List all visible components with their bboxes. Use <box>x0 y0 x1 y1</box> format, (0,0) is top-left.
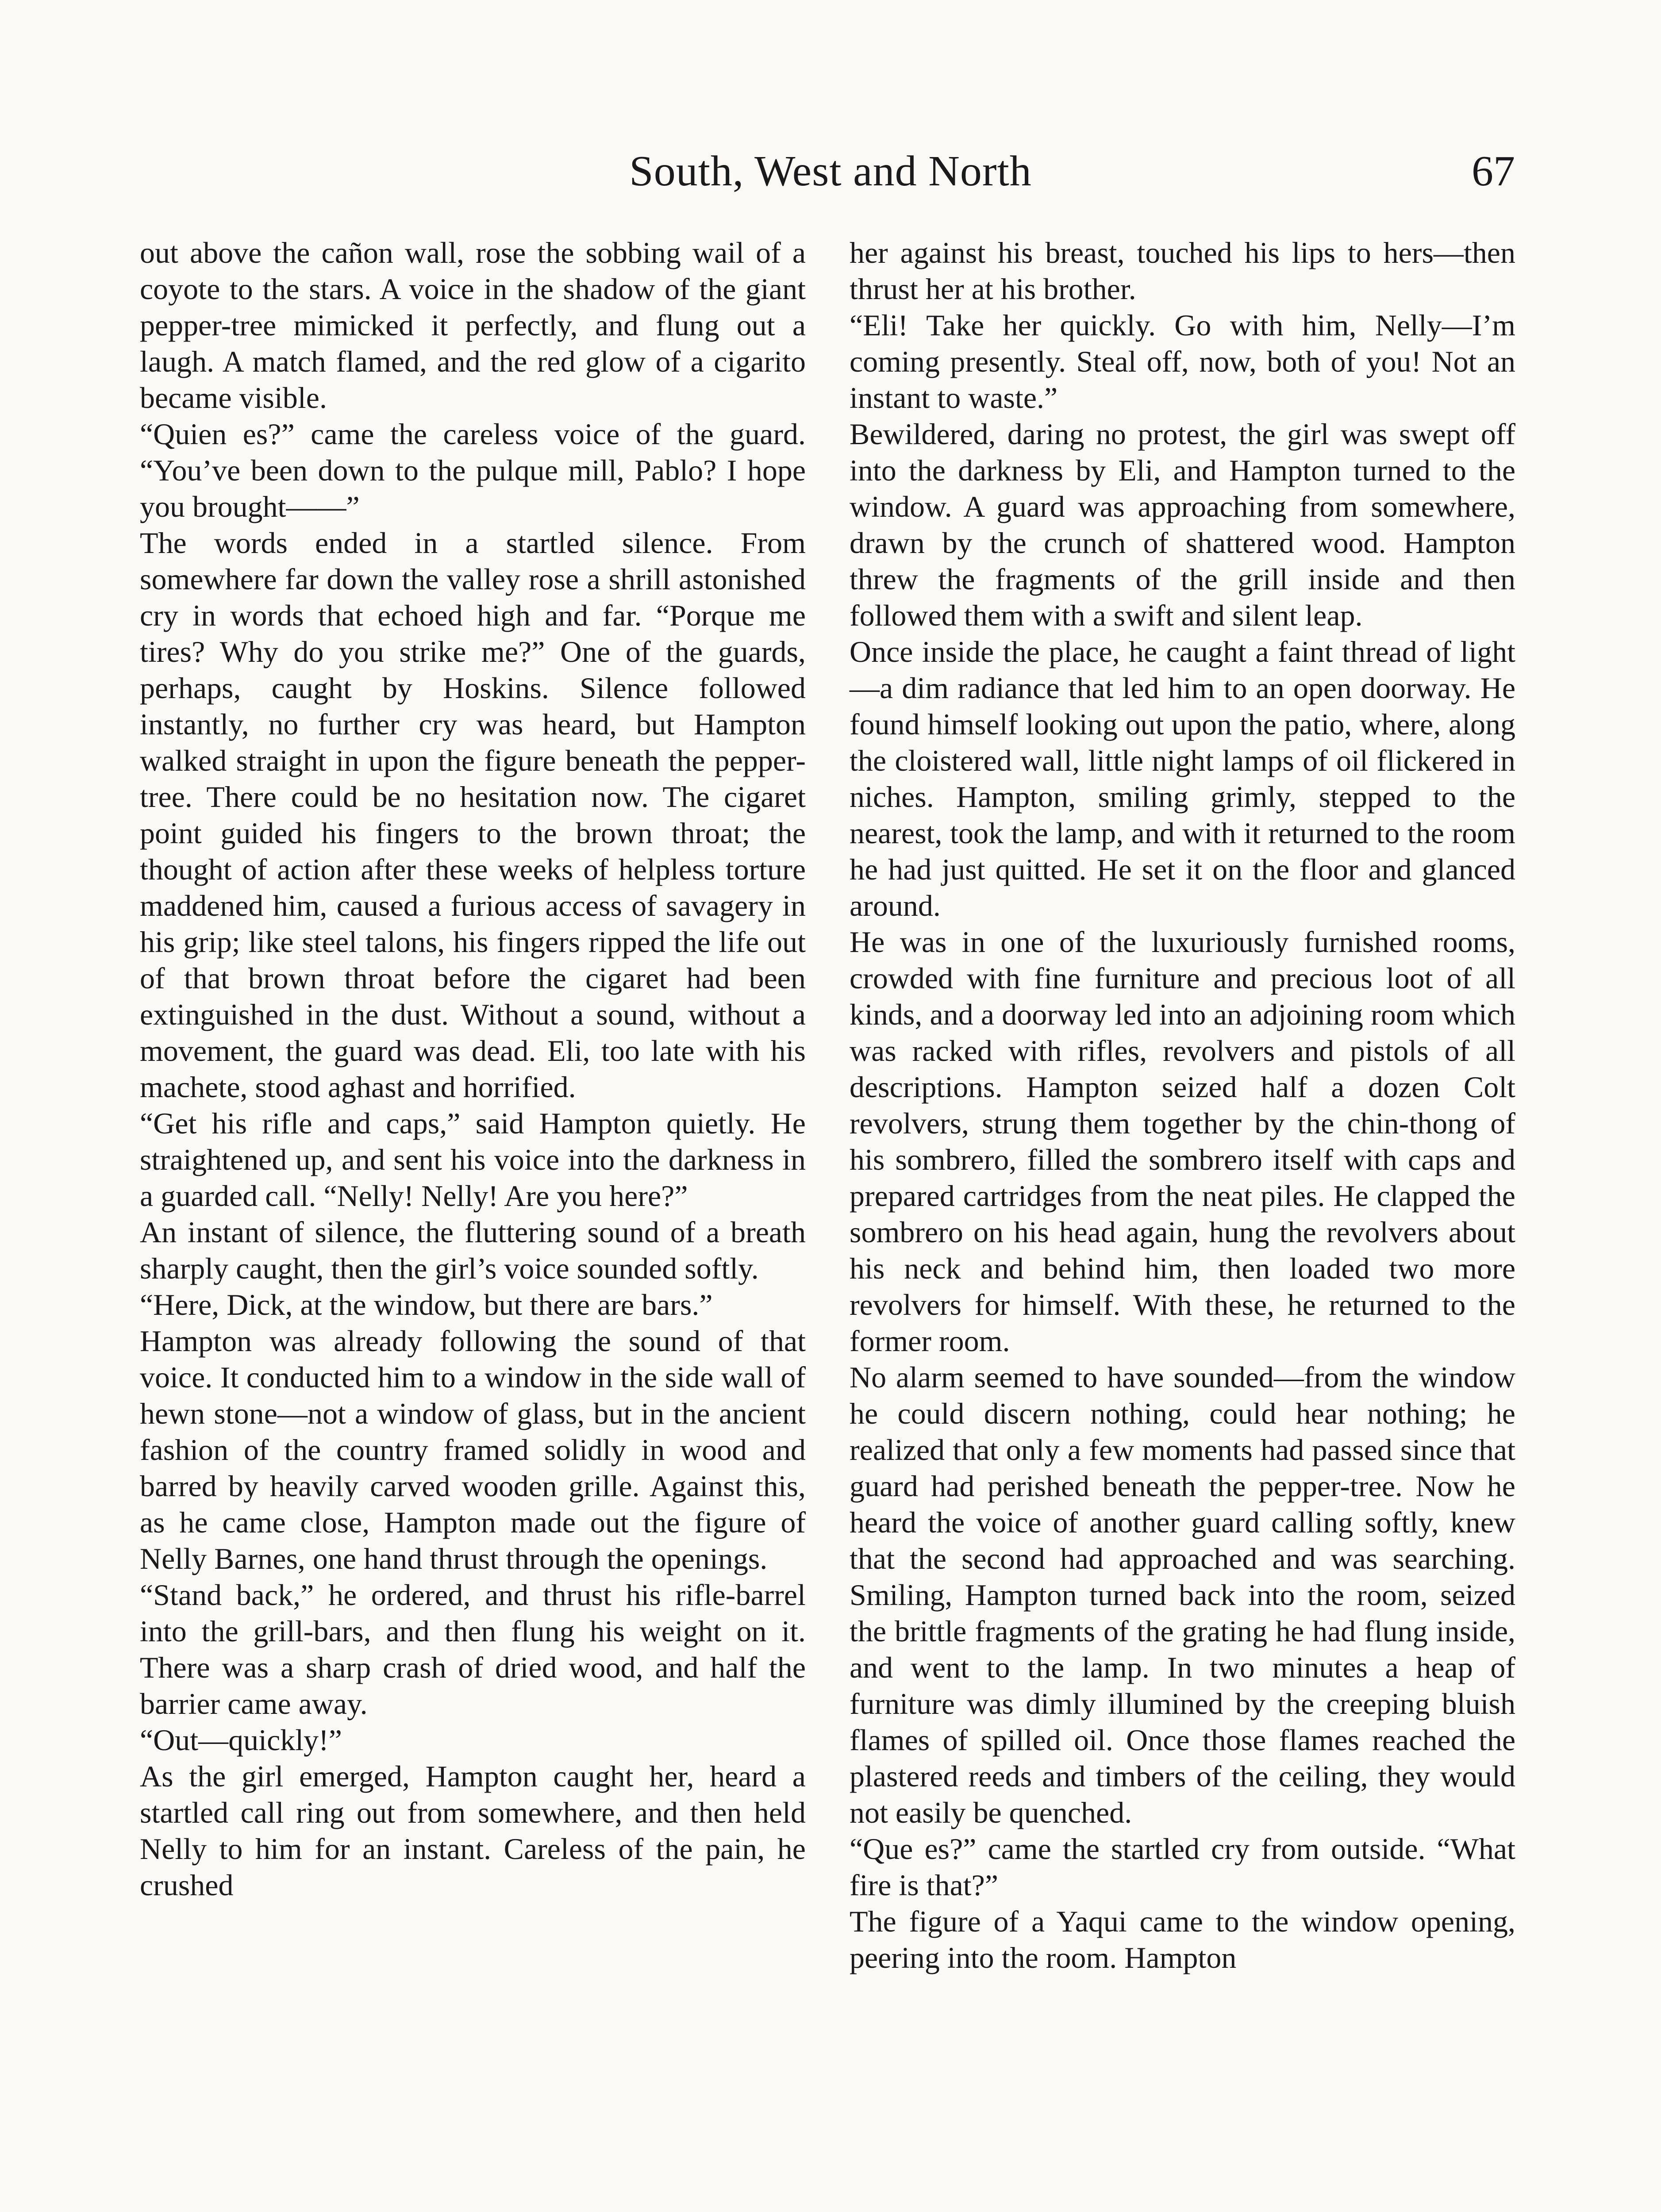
page-number: 67 <box>1472 147 1515 195</box>
paragraph: out above the cañon wall, rose the sobbing wail of a coyote to the stars. A voice in the shadow of the giant pepper-tree mimicked it perfectly, and flung out a laugh. A match flamed, and the red glow of a cigarito became visible. <box>140 236 806 415</box>
paragraph: The figure of a Yaqui came to the window opening, peering into the room. Hampton <box>850 1905 1515 1974</box>
paragraph: Hampton was already following the sound of that voice. It conducted him to a window in the side wall of hewn stone—not a window of glass, but in the ancient fashion of the country framed solidly in wood and barred by heavily carved wooden grille. Against this, as he came close, Hampton made out the figure of Nelly Barnes, one hand thrust through the openings. <box>140 1324 806 1575</box>
running-title: South, West and North <box>629 147 1032 195</box>
paragraph: “Eli! Take her quickly. Go with him, Nelly—I’m coming presently. Steal off, now, both of you! Not an instant to waste.” <box>850 308 1515 415</box>
paragraph: He was in one of the luxuriously furnished rooms, crowded with fine furniture and precious loot of all kinds, and a doorway led into an adjoining room which was racked with rifles, revolvers and pistols of all descriptions. Hampton seized half a dozen Colt revolvers, strung them together by the chin-thong of his sombrero, filled the sombrero itself with caps and prepared cartridges from the neat piles. He clapped the sombrero on his head again, hung the revolvers about his neck and behind him, then loaded two more revolvers for himself. With these, he returned to the former room. <box>850 925 1515 1358</box>
left-text-column <box>140 234 806 1903</box>
paragraph: “Get his rifle and caps,” said Hampton quietly. He straightened up, and sent his voice into the darkness in a guarded call. “Nelly! Nelly! Are you here?” <box>140 1106 806 1213</box>
page-header <box>0 142 1661 200</box>
paragraph: Bewildered, daring no protest, the girl was swept off into the darkness by Eli, and Hampton turned to the window. A guard was approaching from somewhere, drawn by the crunch of shattered wood. Hampton threw the fragments of the grill inside and then followed them with a swift and silent leap. <box>850 417 1515 632</box>
paragraph: “Stand back,” he ordered, and thrust his rifle-barrel into the grill-bars, and then flung his weight on it. There was a sharp crash of dried wood, and half the barrier came away. <box>140 1578 806 1720</box>
paragraph: “Que es?” came the startled cry from outside. “What fire is that?” <box>850 1832 1515 1902</box>
paragraph: Once inside the place, he caught a faint thread of light—a dim radiance that led him to an open doorway. He found himself looking out upon the patio, where, along the cloistered wall, little night lamps of oil flickered in niches. Hampton, smiling grimly, stepped to the nearest, took the lamp, and with it returned to the room he had just quitted. He set it on the floor and glanced around. <box>850 635 1515 922</box>
paragraph: No alarm seemed to have sounded—from the window he could discern nothing, could hear nothing; he realized that only a few moments had passed since that guard had perished beneath the pepper-tree. Now he heard the voice of another guard calling softly, knew that the second had approached and was searching. Smiling, Hampton turned back into the room, seized the brittle fragments of the grating he had flung inside, and went to the lamp. In two minutes a heap of furniture was dimly illumined by the creeping bluish flames of spilled oil. Once those flames reached the plastered reeds and timbers of the ceiling, they would not easily be quenched. <box>850 1360 1515 1829</box>
paragraph: “Quien es?” came the careless voice of the guard. “You’ve been down to the pulque mill, Pablo? I hope you brought——” <box>140 417 806 523</box>
paragraph: her against his breast, touched his lips to hers—then thrust her at his brother. <box>850 236 1515 306</box>
paragraph: The words ended in a startled silence. From somewhere far down the valley rose a shrill astonished cry in words that echoed high and far. “Porque me tires? Why do you strike me?” One of the guards, perhaps, caught by Hoskins. Silence followed instantly, no further cry was heard, but Hampton walked straight in upon the figure beneath the pepper-tree. There could be no hesitation now. The cigaret point guided his fingers to the brown throat; the thought of action after these weeks of helpless torture maddened him, caused a furious access of savagery in his grip; like steel talons, his fingers ripped the life out of that brown throat before the cigaret had been extinguished in the dust. Without a sound, without a movement, the guard was dead. Eli, too late with his machete, stood aghast and horrified. <box>140 526 806 1104</box>
right-text-column <box>850 234 1515 1976</box>
paragraph: “Out—quickly!” <box>140 1723 342 1757</box>
paragraph: As the girl emerged, Hampton caught her, heard a startled call ring out from somewhere, and then held Nelly to him for an instant. Careless of the pain, he crushed <box>140 1759 806 1902</box>
paragraph: “Here, Dick, at the window, but there are bars.” <box>140 1288 713 1321</box>
paragraph: An instant of silence, the fluttering sound of a breath sharply caught, then the girl’s voice sounded softly. <box>140 1215 806 1285</box>
